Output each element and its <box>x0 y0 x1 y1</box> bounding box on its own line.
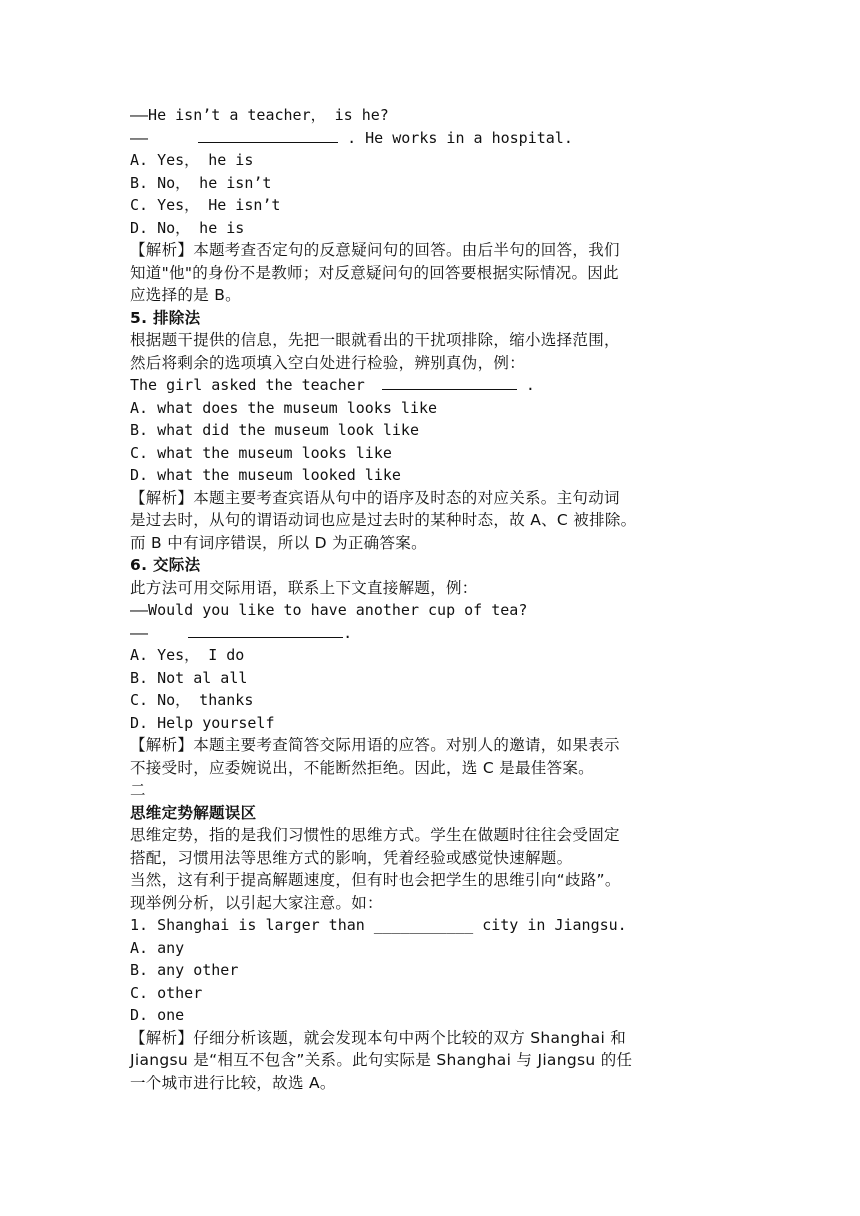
analysis-text: 而 B 中有词序错误，所以 D 为正确答案。 <box>130 533 427 552</box>
question-line: 1. Shanghai is larger than ___________ city in Jiangsu. <box>130 916 627 934</box>
question-line <box>130 374 730 397</box>
option-c: C. what the museum looks like <box>130 443 392 462</box>
option-c: C. other <box>130 983 203 1002</box>
option-d: D. Help yourself <box>130 713 275 732</box>
dialogue-line: ——Would you like to have another cup of tea? <box>130 601 528 619</box>
paragraph-text: 思维定势，指的是我们习惯性的思维方式。学生在做题时往往会受固定 <box>130 826 620 844</box>
paragraph-text: 根据题干提供的信息，先把一眼就看出的干扰项排除，缩小选择范围， <box>130 331 620 349</box>
analysis-text: 一个城市进行比较，故选 A。 <box>130 1073 336 1092</box>
analysis-text: 【解析】本题主要考查简答交际用语的应答。对别人的邀请，如果表示 <box>130 736 620 754</box>
option-a: A. Yes， I do <box>130 646 245 664</box>
question-end: . <box>516 376 535 394</box>
analysis-text: 是过去时，从句的谓语动词也应是过去时的某种时态，故 A、C 被排除。 <box>130 511 637 529</box>
dash: —— <box>130 128 149 147</box>
paragraph-text: 现举例分析，以引起大家注意。如： <box>130 893 383 912</box>
answer-end: . <box>343 623 353 642</box>
document-body <box>130 104 730 1094</box>
section-heading: 6. 交际法 <box>130 556 201 574</box>
option-c: C. No， thanks <box>130 691 254 709</box>
answer-continuation: . He works in a hospital. <box>338 128 573 147</box>
section-heading: 5. 排除法 <box>130 308 201 327</box>
option-d: D. what the museum looked like <box>130 466 401 484</box>
option-b: B. No， he isn’t <box>130 173 272 192</box>
analysis-text: Jiangsu 是“相互不包含”关系。此句实际是 Shanghai 与 Jiangsu 的任 <box>130 1051 633 1069</box>
dash: —— <box>130 623 149 642</box>
paragraph-text: 此方法可用交际用语，联系上下文直接解题，例： <box>130 578 478 597</box>
analysis-text: 应选择的是 B。 <box>130 286 241 304</box>
paragraph-text: 当然，这有利于提高解题速度，但有时也会把学生的思维引向“歧路”。 <box>130 871 621 889</box>
analysis-text: 【解析】本题主要考查宾语从句中的语序及时态的对应关系。主句动词 <box>130 488 620 507</box>
option-b: B. what did the museum look like <box>130 421 419 439</box>
dialogue-line: ——He isn’t a teacher， is he? <box>130 106 389 124</box>
dialogue-answer-line <box>130 127 730 150</box>
section-heading: 思维定势解题误区 <box>130 803 257 822</box>
analysis-text: 知道"他"的身份不是教师；对反意疑问句的回答要根据实际情况。因此 <box>130 263 619 282</box>
option-c: C. Yes， He isn’t <box>130 196 281 214</box>
analysis-text: 【解析】本题考查否定句的反意疑问句的回答。由后半句的回答，我们 <box>130 241 620 259</box>
option-a: A. Yes， he is <box>130 151 254 169</box>
answer-blank <box>198 128 338 143</box>
option-a: A. what does the museum looks like <box>130 398 438 417</box>
answer-blank <box>188 623 343 638</box>
paragraph-text: 搭配，习惯用法等思维方式的影响，凭着经验或感觉快速解题。 <box>130 848 573 867</box>
answer-blank <box>382 375 517 390</box>
option-b: B. any other <box>130 961 239 979</box>
option-a: A. any <box>130 938 185 957</box>
analysis-text: 不接受时，应委婉说出，不能断然拒绝。因此，选 C 是最佳答案。 <box>130 758 594 777</box>
option-b: B. Not al all <box>130 668 248 687</box>
dialogue-answer-line <box>130 622 730 645</box>
option-d: D. No， he is <box>130 218 245 237</box>
section-number: 二 <box>130 781 146 799</box>
analysis-text: 【解析】仔细分析该题，就会发现本句中两个比较的双方 Shanghai 和 <box>130 1028 627 1047</box>
option-d: D. one <box>130 1006 185 1024</box>
paragraph-text: 然后将剩余的选项填入空白处进行检验，辨别真伪，例： <box>130 353 526 372</box>
question-text: The girl asked the teacher <box>130 376 374 394</box>
